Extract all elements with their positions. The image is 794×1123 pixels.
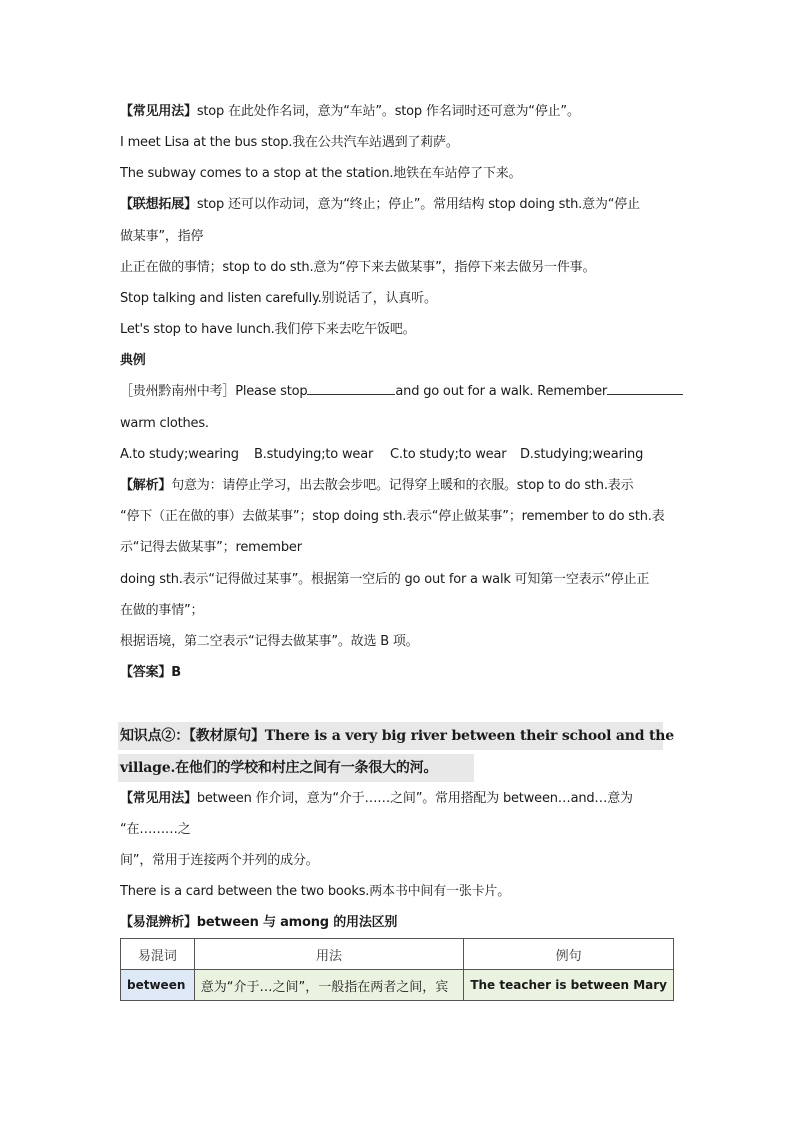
analysis-line-6: 根据语境，第二空表示“记得去做某事”。故选 B 项。 [120, 634, 419, 649]
usage-text-2-line-3: 间”，常用于连接两个并列的成分。 [120, 853, 319, 868]
answer-blank-1 [307, 382, 395, 395]
analysis-line-5: 在做的事情”； [120, 603, 204, 618]
usage-text: stop 在此处作名词，意为“车站”。stop 作名词时还可意为“停止”。 [196, 104, 580, 119]
example-sentence-4: Let's stop to have lunch.我们停下来去吃午饭吧。 [120, 322, 416, 337]
analysis-tag: 【解析】 [120, 478, 172, 493]
extension-text-3: 止正在做的事情；stop to do sth.意为“停下来去做某事”，指停下来去做另一件事。 [120, 260, 596, 275]
question-line-2: warm clothes. [120, 416, 209, 431]
extension-tag: 【联想拓展】 [120, 197, 197, 212]
usage-tag: 【常见用法】 [120, 104, 197, 119]
example-sentence-3: Stop talking and listen carefully.别说话了，认真听。 [120, 291, 437, 306]
example-sentence-5: There is a card between the two books.两本书中间有一张卡片。 [120, 884, 511, 899]
question-line [120, 382, 680, 402]
usage-text-2: between 作介词，意为“介于……之间”。常用搭配为 between…and…意为 [196, 791, 633, 806]
example-sentence-1: I meet Lisa at the bus stop.我在公共汽车站遇到了莉萨。 [120, 135, 459, 150]
paragraph-usage-2 [120, 789, 680, 809]
comparison-table [120, 938, 674, 1001]
table-cell-usage: 意为“介于…之间”，一般指在两者之间，宾 [194, 970, 464, 1001]
analysis-line-2: “停下（正在做的事）去做某事”；stop doing sth.表示“停止做某事”；remember to do sth.表 [120, 509, 665, 524]
usage-tag-2: 【常见用法】 [120, 791, 197, 806]
knowledge-point-heading-1: 知识点②：【教材原句】There is a very big river between their school and the [120, 728, 674, 744]
answer-line: 【答案】B [120, 665, 181, 680]
option-b: B.studying;to wear [254, 447, 374, 462]
usage-text-2-line-2: “在………之 [120, 822, 191, 837]
option-d: D.studying;wearing [520, 447, 644, 462]
table-header-cell: 用法 [194, 939, 464, 970]
example-sentence-2: The subway comes to a stop at the station.地铁在车站停了下来。 [120, 166, 522, 181]
paragraph-extension [120, 195, 680, 215]
question-part-a: ［贵州黔南州中考］Please stop [120, 384, 308, 399]
table-header-row [121, 939, 674, 970]
table-cell-example: The teacher is between Mary [464, 970, 674, 1001]
typical-example-label: 典例 [120, 353, 146, 368]
table-header-cell: 易混词 [121, 939, 195, 970]
table-cell-word: between [121, 970, 195, 1001]
analysis-line-1 [120, 476, 680, 496]
knowledge-point-heading-2: village.在他们的学校和村庄之间有一条很大的河。 [120, 760, 438, 776]
analysis-text-1: 句意为：请停止学习，出去散会步吧。记得穿上暖和的衣服。stop to do sth.表示 [171, 478, 634, 493]
extension-text-2: 做某事”，指停 [120, 229, 204, 244]
extension-text: stop 还可以作动词，意为“终止；停止”。常用结构 stop doing sth.意为“停止 [196, 197, 640, 212]
option-c: C.to study;to wear [390, 447, 507, 462]
option-a: A.to study;wearing [120, 447, 239, 462]
table-row [121, 970, 674, 1001]
answer-blank-2 [607, 382, 683, 395]
confusion-title: 【易混辨析】between 与 among 的用法区别 [120, 915, 398, 930]
question-part-b: and go out for a walk. Remember [395, 384, 608, 399]
table-header-cell: 例句 [464, 939, 674, 970]
analysis-line-3: 示“记得去做某事”；remember [120, 540, 302, 555]
analysis-line-4: doing sth.表示“记得做过某事”。根据第一空后的 go out for a walk 可知第一空表示“停止正 [120, 572, 650, 587]
paragraph-usage [120, 102, 680, 122]
